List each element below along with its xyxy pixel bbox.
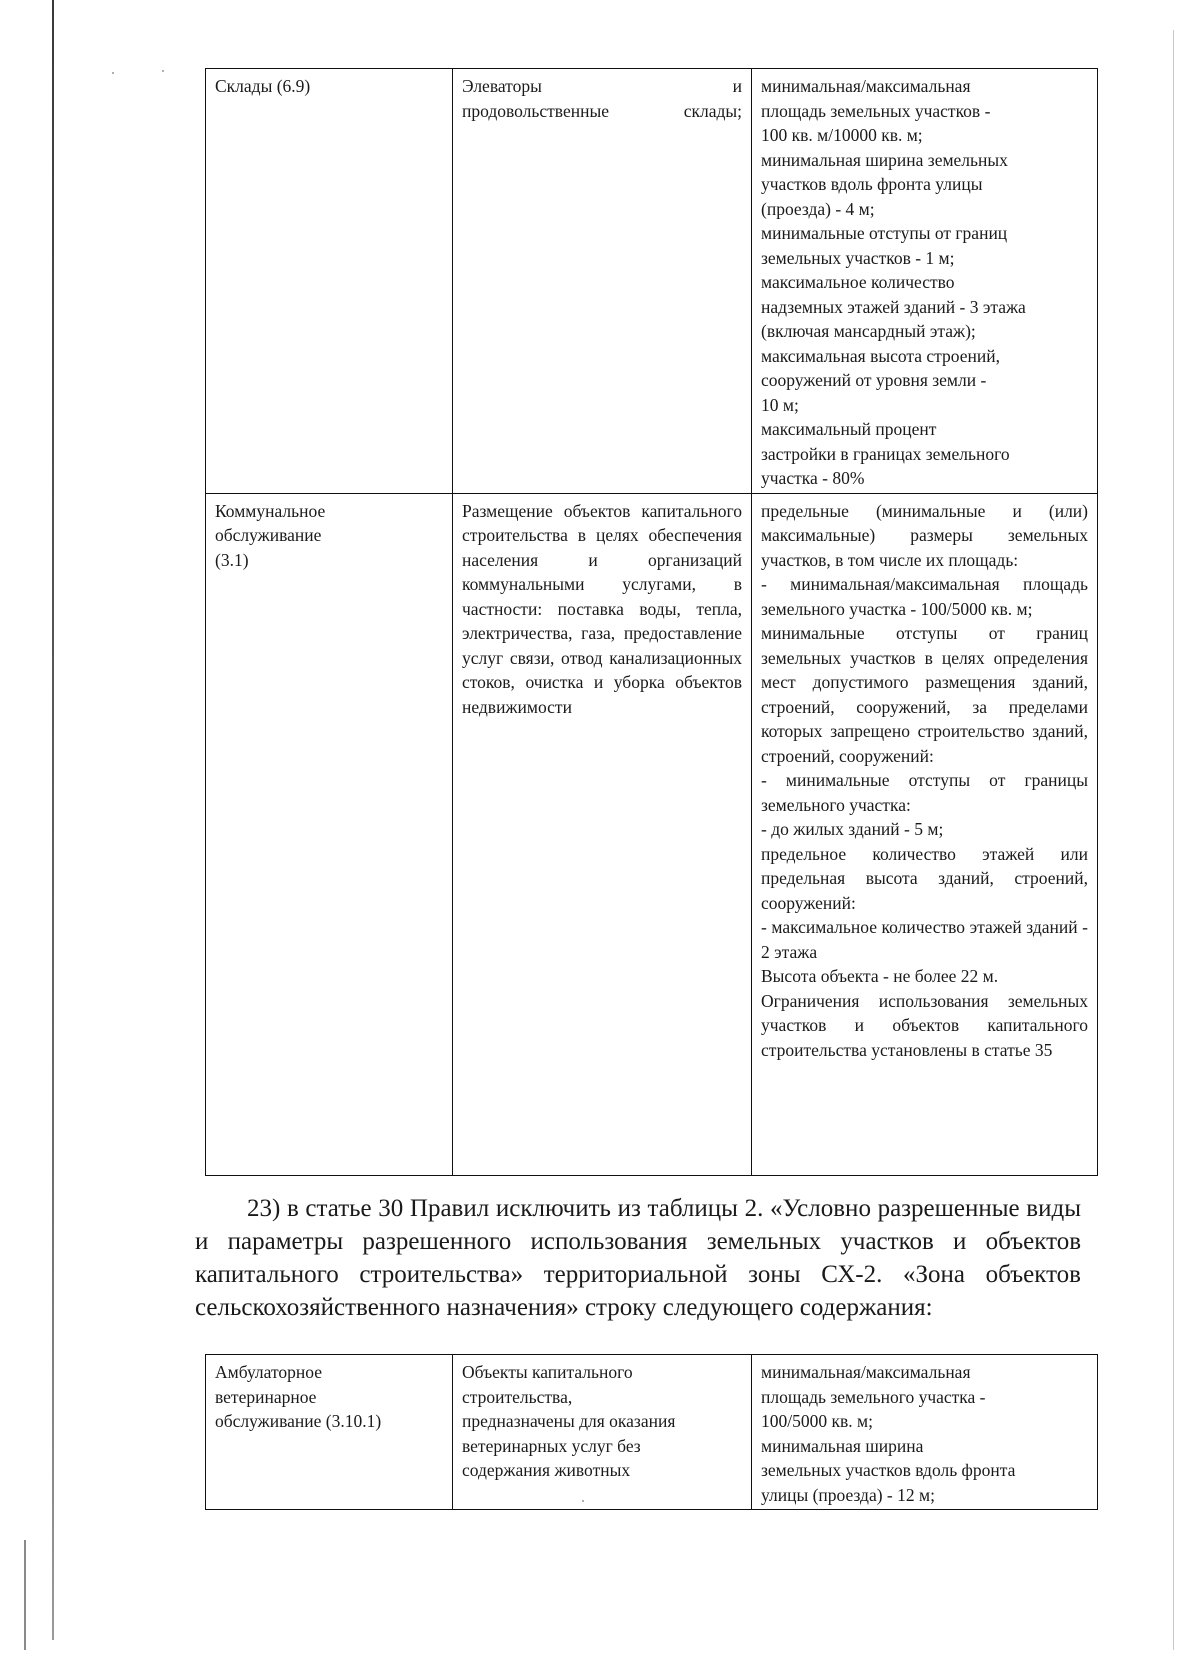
table-cell-parameters: предельные (минимальные и (или) максимальные) размеры земельных участков, в том числе их площадь: - минимальная/максимальная площадь земельного участка - 100/5000 кв. м; минимальные отступы от границ земельных участков в целях определения мест допустимого размещения зданий, строений, сооружений, за пределами которых запрещено строительство зданий, строений, сооружений: - минимальные отступы от границы земельного участка: - до жилых зданий - 5 м; предельное количество этажей или предельная высота зданий, строений, сооружений: - максимальное количество этажей зданий - 2 этажа Высота объекта - не более 22 м. Ограничения использования земельных участков и объектов капитального строительства установлены в статье 35 bbox=[752, 493, 1098, 1175]
scan-left-edge-lower bbox=[24, 1540, 26, 1650]
table-cell-parameters: минимальная/максимальная площадь земельного участка - 100/5000 кв. м; минимальная ширина земельных участков вдоль фронта улицы (проезда) - 12 м; bbox=[752, 1355, 1098, 1510]
regulations-table-top bbox=[205, 68, 1098, 1176]
table-cell-description: Размещение объектов капитального строительства в целях обеспечения населения и организаций коммунальными услугами, в частности: поставка воды, тепла, электричества, газа, предоставление услуг связи, отвод канализационных стоков, очистка и уборка объектов недвижимости bbox=[453, 493, 752, 1175]
scan-speck bbox=[112, 72, 114, 74]
table-row bbox=[206, 1355, 1098, 1510]
table-row bbox=[206, 493, 1098, 1175]
table-cell-description: Объекты капитального строительства, предназначены для оказания ветеринарных услуг без содержания животных bbox=[453, 1355, 752, 1510]
table-cell-use-type: Склады (6.9) bbox=[206, 69, 453, 494]
regulations-table-bottom bbox=[205, 1354, 1098, 1510]
table-cell-parameters: минимальная/максимальная площадь земельных участков - 100 кв. м/10000 кв. м; минимальная ширина земельных участков вдоль фронта улицы (проезда) - 4 м; минимальные отступы от границ земельных участков - 1 м; максимальное количество надземных этажей зданий - 3 этажа (включая мансардный этаж); максимальная высота строений, сооружений от уровня земли - 10 м; максимальный процент застройки в границах земельного участка - 80% bbox=[752, 69, 1098, 494]
scan-speck bbox=[162, 70, 164, 72]
table-cell-use-type: Амбулаторное ветеринарное обслуживание (3.10.1) bbox=[206, 1355, 453, 1510]
amendment-paragraph bbox=[195, 1192, 1081, 1324]
table-cell-description: Элеваторы и продовольственные склады; bbox=[453, 69, 752, 494]
table-row bbox=[206, 69, 1098, 494]
paragraph-text: 23) в статье 30 Правил исключить из таблицы 2. «Условно разрешенные виды и параметры разрешенного использования земельных участков и объектов капитального строительства» территориальной зоны СХ-2. «Зона объектов сельскохозяйственного назначения» строку следующего содержания: bbox=[195, 1195, 1081, 1321]
scan-right-edge bbox=[1173, 30, 1174, 1650]
scan-left-edge bbox=[52, 0, 54, 1640]
table-cell-use-type: Коммунальное обслуживание (3.1) bbox=[206, 493, 453, 1175]
